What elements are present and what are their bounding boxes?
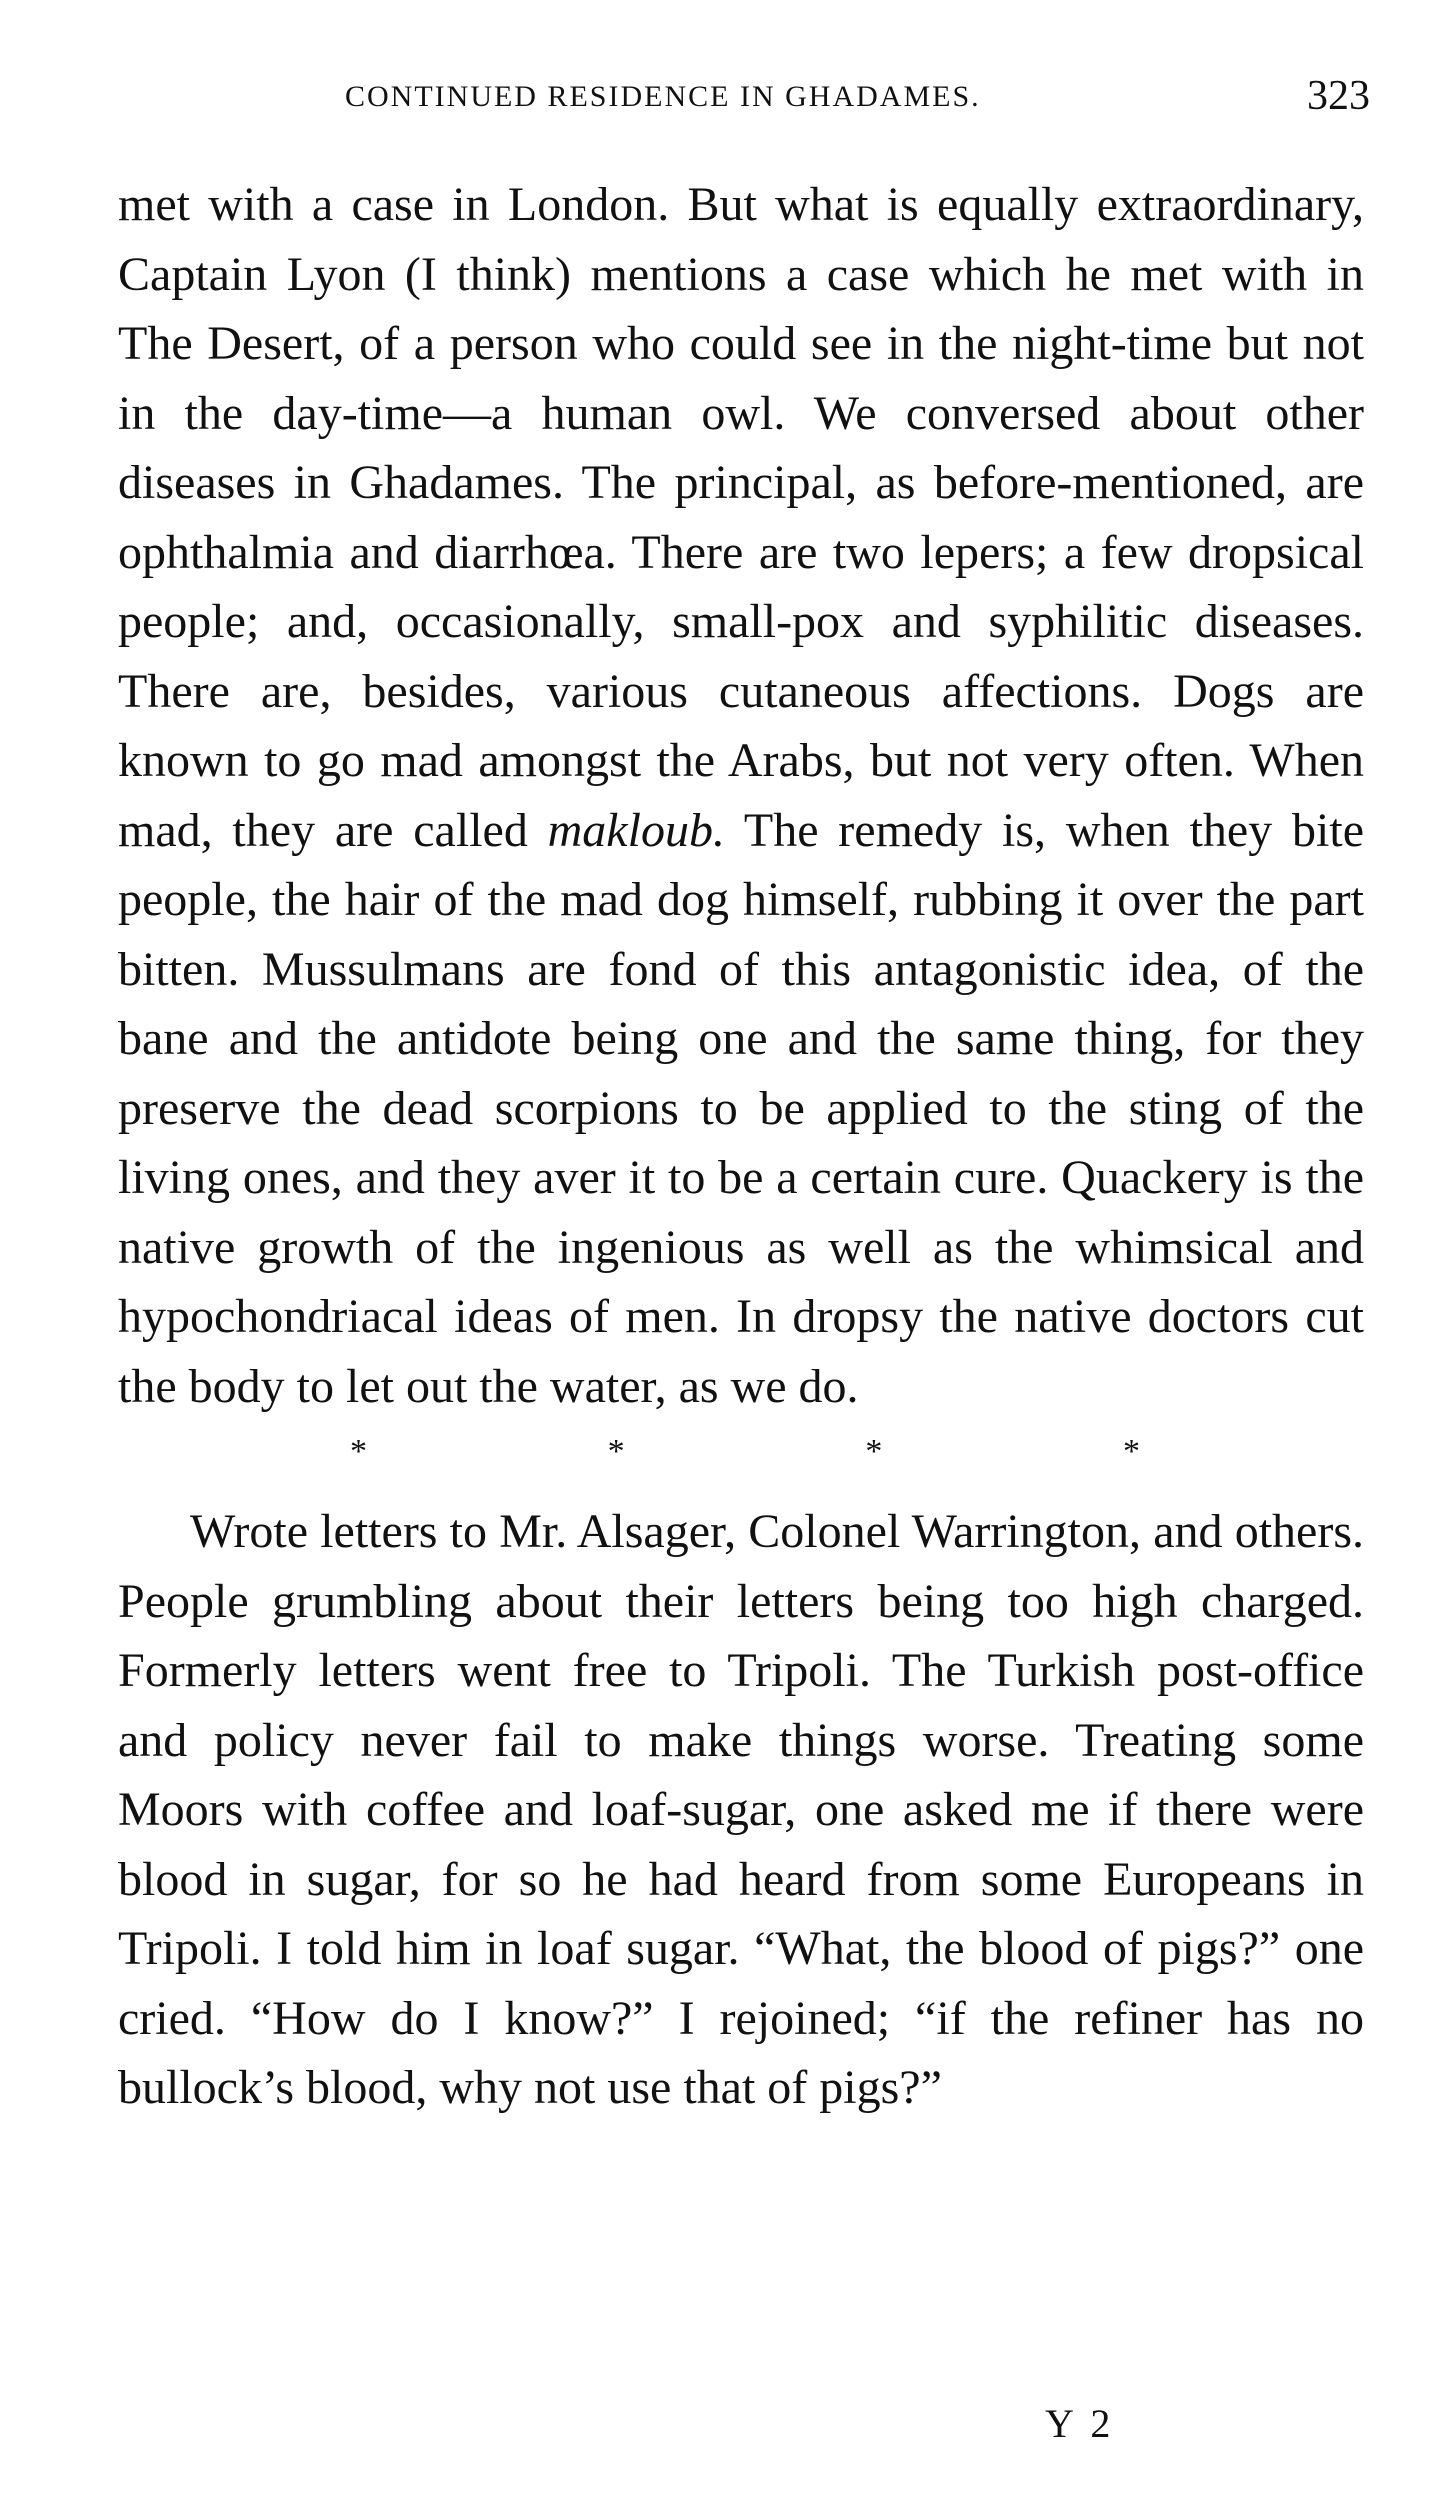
paragraph-1-text-a: met with a case in London. But what is equally extraordinary, Captain Lyon (I think) mentions a case which he met with in The Desert, of a person who could see in the night-time but not in the day-time—a human owl. We conversed about other diseases in Ghadames. The principal, as before-mentioned, are ophthalmia and diarrhœa. There are two lepers; a few dropsical people; and, occasionally, small-pox and syphilitic diseases. There are, besides, various cutaneous affections. Dogs are known to go mad amongst the Arabs, but not very often. When mad, they are called [118,178,1364,857]
paragraph-2: Wrote letters to Mr. Alsager, Colonel Warrington, and others. People grumbling about their letters being too high charged. Formerly letters went free to Tripoli. The Turkish post-office and policy never fail to make things worse. Treating some Moors with coffee and loaf-sugar, one asked me if there were blood in sugar, for so he had heard from some Europeans in Tripoli. I told him in loaf sugar. “What, the blood of pigs?” one cried. “How do I know?” I rejoined; “if the refiner has no bullock’s blood, why not use that of pigs?” [118,1505,1364,2114]
asterisk: * [607,1433,625,1470]
paragraph-1 [118,170,1364,1421]
paragraph-1-text-b: The remedy is, when they bite people, the hair of the mad dog himself, rubbing it over the part bitten. Mussulmans are fond of this antagonistic idea, of the bane and the antidote being one and the same thing, for they preserve the dead scorpions to be applied to the sting of the living ones, and they aver it to be a certain cure. Quackery is the native growth of the ingenious as well as the whimsical and hypochondriacal ideas of men. In dropsy the native doctors cut the body to let out the water, as we do. [118,803,1364,1413]
section-separator [350,1425,1140,1479]
asterisk: * [865,1433,883,1470]
page-number: 323 [1307,73,1370,119]
asterisk: * [350,1433,367,1470]
signature-mark: Y 2 [1045,2401,1115,2446]
running-title: CONTINUED RESIDENCE IN GHADAMES. [345,80,981,113]
body-text [118,170,1364,2123]
running-head [120,72,1370,132]
asterisk: * [1122,1433,1140,1470]
italic-term: makloub. [547,803,725,857]
